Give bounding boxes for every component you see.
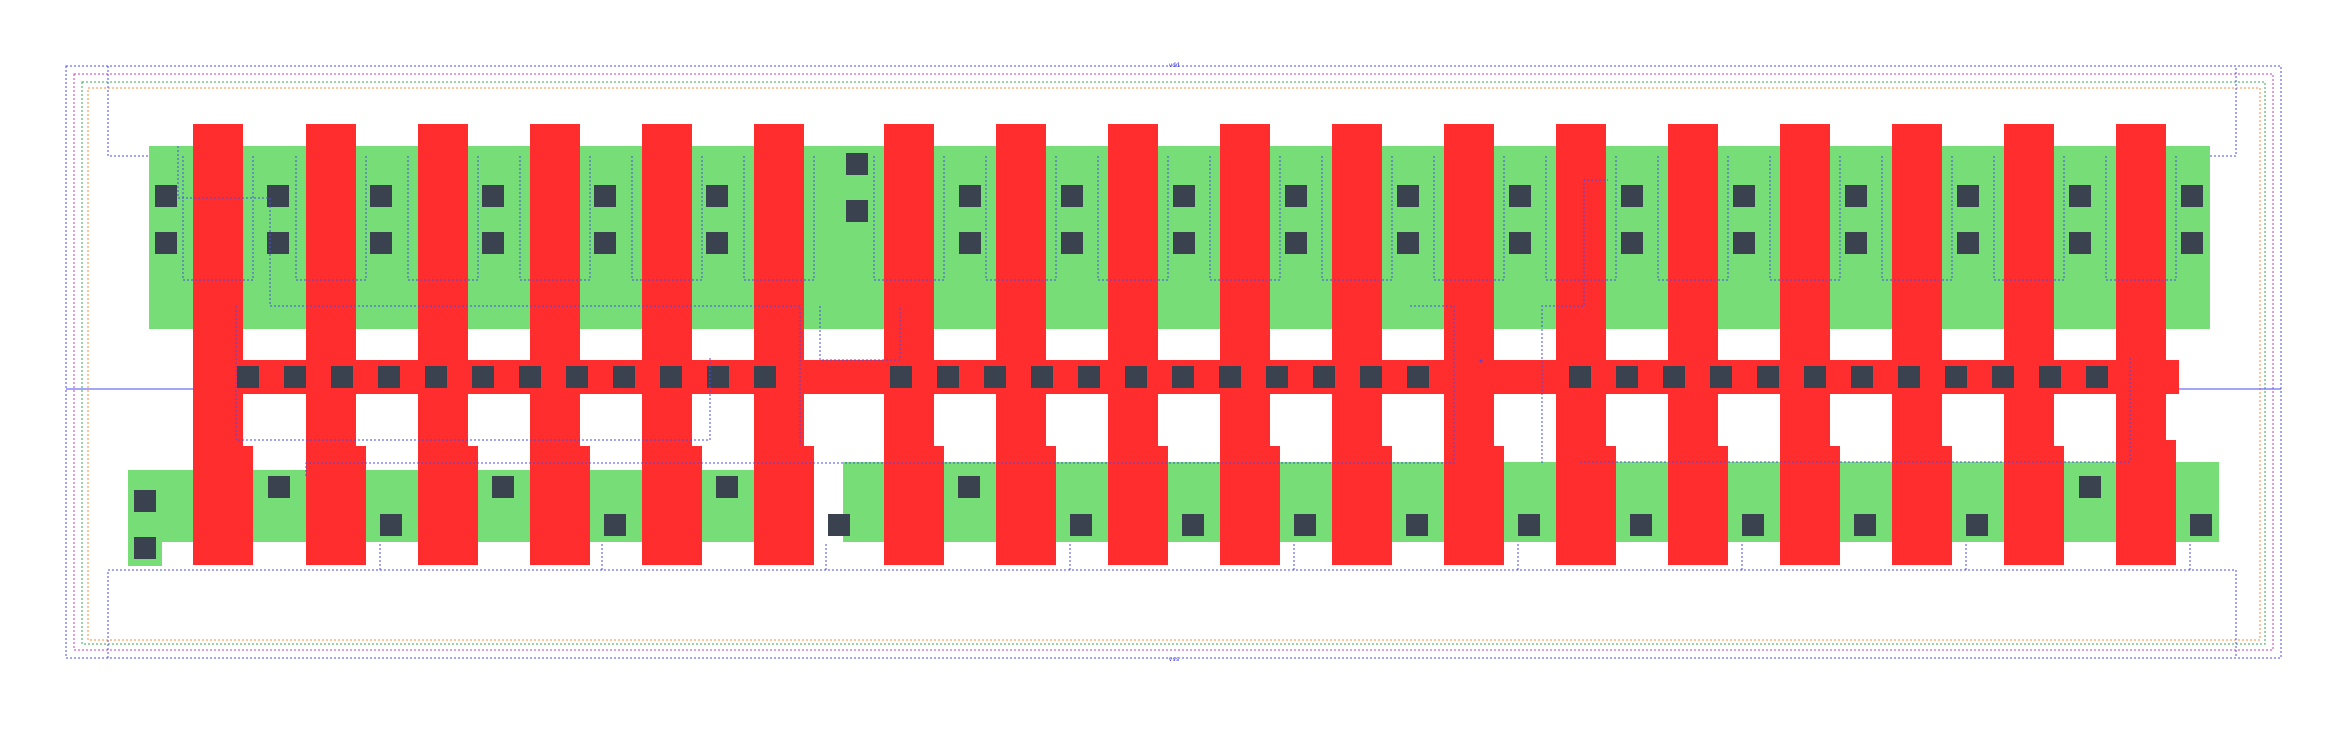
contact <box>1360 366 1382 388</box>
poly-finger-lower <box>1892 446 1952 565</box>
contact <box>566 366 588 388</box>
contact <box>707 366 729 388</box>
contact <box>1406 514 1428 536</box>
contact <box>984 366 1006 388</box>
contact <box>604 514 626 536</box>
contact <box>1078 366 1100 388</box>
contact <box>1621 185 1643 207</box>
poly-finger-lower <box>1332 446 1392 565</box>
contact <box>1173 232 1195 254</box>
contact <box>378 366 400 388</box>
contact <box>1407 366 1429 388</box>
contact <box>1219 366 1241 388</box>
contact <box>482 232 504 254</box>
contact <box>2181 185 2203 207</box>
poly-finger-lower <box>306 446 366 565</box>
contact <box>492 476 514 498</box>
contact <box>1845 232 1867 254</box>
contact <box>1757 366 1779 388</box>
vss-pin-label: vss <box>1168 656 1180 663</box>
contact <box>268 476 290 498</box>
contact <box>2069 232 2091 254</box>
poly-finger-lower <box>418 446 478 565</box>
contact <box>706 185 728 207</box>
contact <box>1518 514 1540 536</box>
contact <box>1266 366 1288 388</box>
contact <box>706 232 728 254</box>
contact <box>1851 366 1873 388</box>
contact <box>754 366 776 388</box>
contact <box>1509 185 1531 207</box>
contact <box>1957 185 1979 207</box>
contact <box>1804 366 1826 388</box>
contact <box>425 366 447 388</box>
poly-finger-lower <box>884 446 944 565</box>
contact <box>2039 366 2061 388</box>
contact <box>1070 514 1092 536</box>
contact <box>1957 232 1979 254</box>
contact <box>1621 232 1643 254</box>
contact <box>2069 185 2091 207</box>
contact <box>828 514 850 536</box>
contact <box>370 232 392 254</box>
contact <box>284 366 306 388</box>
poly-finger-lower <box>2004 446 2064 565</box>
vss-rail-outline <box>108 570 2236 658</box>
contact <box>237 366 259 388</box>
contact <box>1710 366 1732 388</box>
contact <box>716 476 738 498</box>
contact <box>1616 366 1638 388</box>
contact <box>1966 514 1988 536</box>
contact <box>594 185 616 207</box>
contact <box>1509 232 1531 254</box>
contact <box>660 366 682 388</box>
contact <box>846 200 868 222</box>
contact <box>134 490 156 512</box>
contact <box>890 366 912 388</box>
poly-finger-lower <box>1108 446 1168 565</box>
contact <box>2190 514 2212 536</box>
poly-finger-lower <box>1780 446 1840 565</box>
vdd-pin-label: vdd <box>1168 62 1180 69</box>
contact <box>1061 232 1083 254</box>
contact <box>1061 185 1083 207</box>
contact <box>1898 366 1920 388</box>
poly-finger-lower <box>530 446 590 565</box>
contact <box>472 366 494 388</box>
contact <box>155 232 177 254</box>
contact <box>1125 366 1147 388</box>
poly-finger-lower <box>2116 440 2176 565</box>
contact <box>155 185 177 207</box>
contact <box>1285 185 1307 207</box>
contact <box>1733 232 1755 254</box>
contact <box>958 476 980 498</box>
contact <box>519 366 541 388</box>
contact <box>331 366 353 388</box>
contact <box>1845 185 1867 207</box>
contact <box>2079 476 2101 498</box>
contact <box>370 185 392 207</box>
contact <box>134 537 156 559</box>
contact <box>1285 232 1307 254</box>
contact <box>1397 185 1419 207</box>
contact <box>1733 185 1755 207</box>
contact <box>2086 366 2108 388</box>
poly-finger-lower <box>642 446 702 565</box>
contact <box>482 185 504 207</box>
contact <box>1854 514 1876 536</box>
poly-finger-lower <box>1556 446 1616 565</box>
contact <box>1173 185 1195 207</box>
contact <box>1172 366 1194 388</box>
poly-finger-lower <box>754 446 814 565</box>
contact <box>959 232 981 254</box>
contact <box>1663 366 1685 388</box>
contact <box>1031 366 1053 388</box>
via-marker <box>1480 360 1483 363</box>
contact <box>1742 514 1764 536</box>
contact <box>380 514 402 536</box>
contact <box>1945 366 1967 388</box>
contact <box>1182 514 1204 536</box>
poly-finger-lower <box>193 446 253 565</box>
contact <box>2181 232 2203 254</box>
contact <box>594 232 616 254</box>
contact <box>959 185 981 207</box>
poly-finger-lower <box>996 446 1056 565</box>
contact <box>1992 366 2014 388</box>
contact <box>1294 514 1316 536</box>
contact <box>613 366 635 388</box>
contact <box>1630 514 1652 536</box>
contact <box>1569 366 1591 388</box>
poly-finger-lower <box>1668 446 1728 565</box>
poly-finger-lower <box>1220 446 1280 565</box>
contact <box>1397 232 1419 254</box>
poly-finger-lower <box>1444 446 1504 565</box>
contact <box>1313 366 1335 388</box>
contact <box>846 153 868 175</box>
contact <box>937 366 959 388</box>
